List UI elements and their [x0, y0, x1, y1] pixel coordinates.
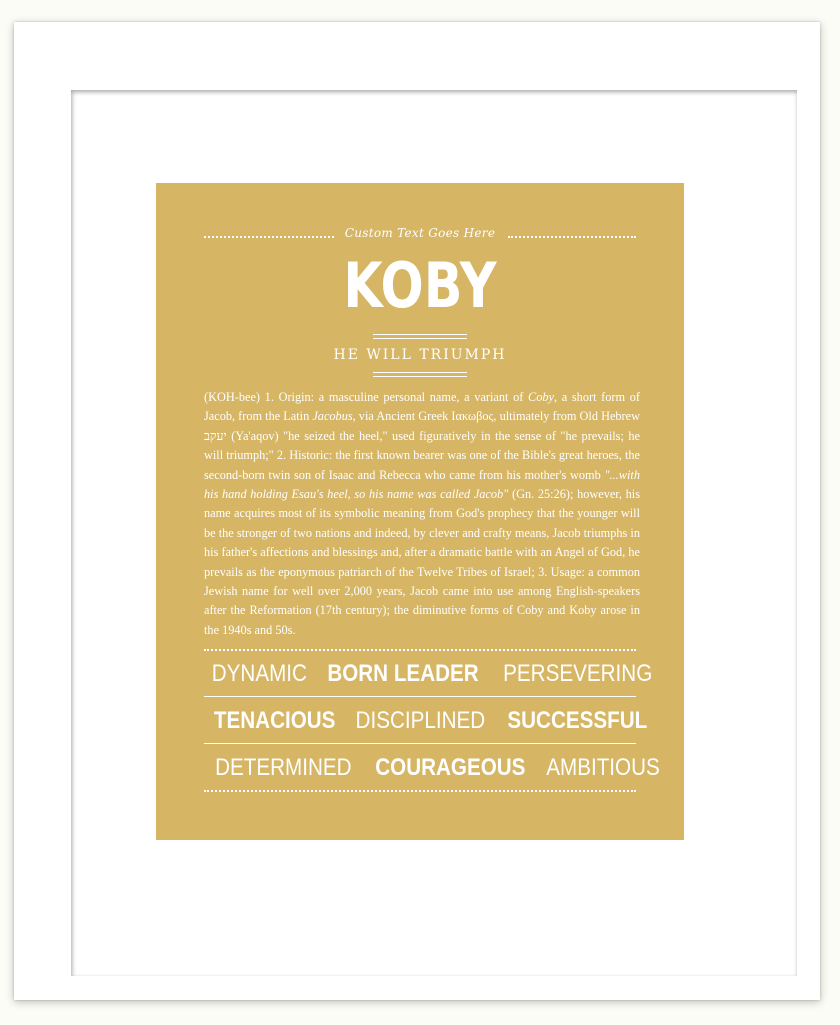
- trait-row: [204, 704, 648, 738]
- name-title: KOBY: [343, 249, 497, 322]
- trait-row: [204, 751, 661, 785]
- trait-word: COURAGEOUS: [374, 754, 526, 781]
- dotted-divider-traits-top: [204, 649, 636, 651]
- meaning-underline-bottom: [373, 376, 467, 377]
- meaning-underline-top: [373, 372, 467, 373]
- custom-text: Custom Text Goes Here: [344, 226, 496, 240]
- name-meaning: HE WILL TRIUMPH: [333, 347, 507, 363]
- trait-word: AMBITIOUS: [546, 754, 661, 781]
- trait-word: SUCCESSFUL: [507, 707, 648, 734]
- trait-word: BORN LEADER: [326, 660, 479, 687]
- trait-word: DISCIPLINED: [355, 707, 486, 734]
- trait-row: [204, 657, 652, 691]
- dotted-divider-traits-bottom: [204, 790, 636, 792]
- trait-divider: [204, 696, 636, 697]
- trait-word: PERSEVERING: [502, 660, 652, 687]
- name-description: (KOH-bee) 1. Origin: a masculine personal name, a variant of Coby, a short form of Jacob, from the Latin Jacobus, via Ancient Greek Ιακωβος, ultimately from Old Hebrew יעקב (Ya'aqov) "he seized the heel," used figuratively in the sense of "he prevails; he will triumph;" 2. Historic: the first known bearer was one of the Bible's great heroes, the second-born twin son of Isaac and Rebecca who came from his mother's womb "...with his hand holding Esau's heel, so his name was called Jacob" (Gn. 25:26); however, his name acquires most of its symbolic meaning from God's prophecy that the younger will be the stronger of two nations and indeed, by clever and crafty means, Jacob triumphs in his father's affections and blessings and, after a dramatic battle with an Angel of God, he prevails as the eponymous patriarch of the Twelve Tribes of Israel; 3. Usage: a common Jewish name for well over 2,000 years, Jacob came into use among English-speakers after the Reformation (17th century); the diminutive forms of Coby and Koby arose in the 1940s and 50s.: [204, 390, 641, 637]
- trait-word: DYNAMIC: [211, 660, 307, 687]
- trait-divider: [204, 743, 636, 744]
- name-underline-bottom: [373, 338, 467, 339]
- trait-word: TENACIOUS: [213, 707, 336, 734]
- trait-word: DETERMINED: [215, 754, 352, 781]
- name-print: [156, 183, 684, 840]
- name-underline-top: [373, 334, 467, 335]
